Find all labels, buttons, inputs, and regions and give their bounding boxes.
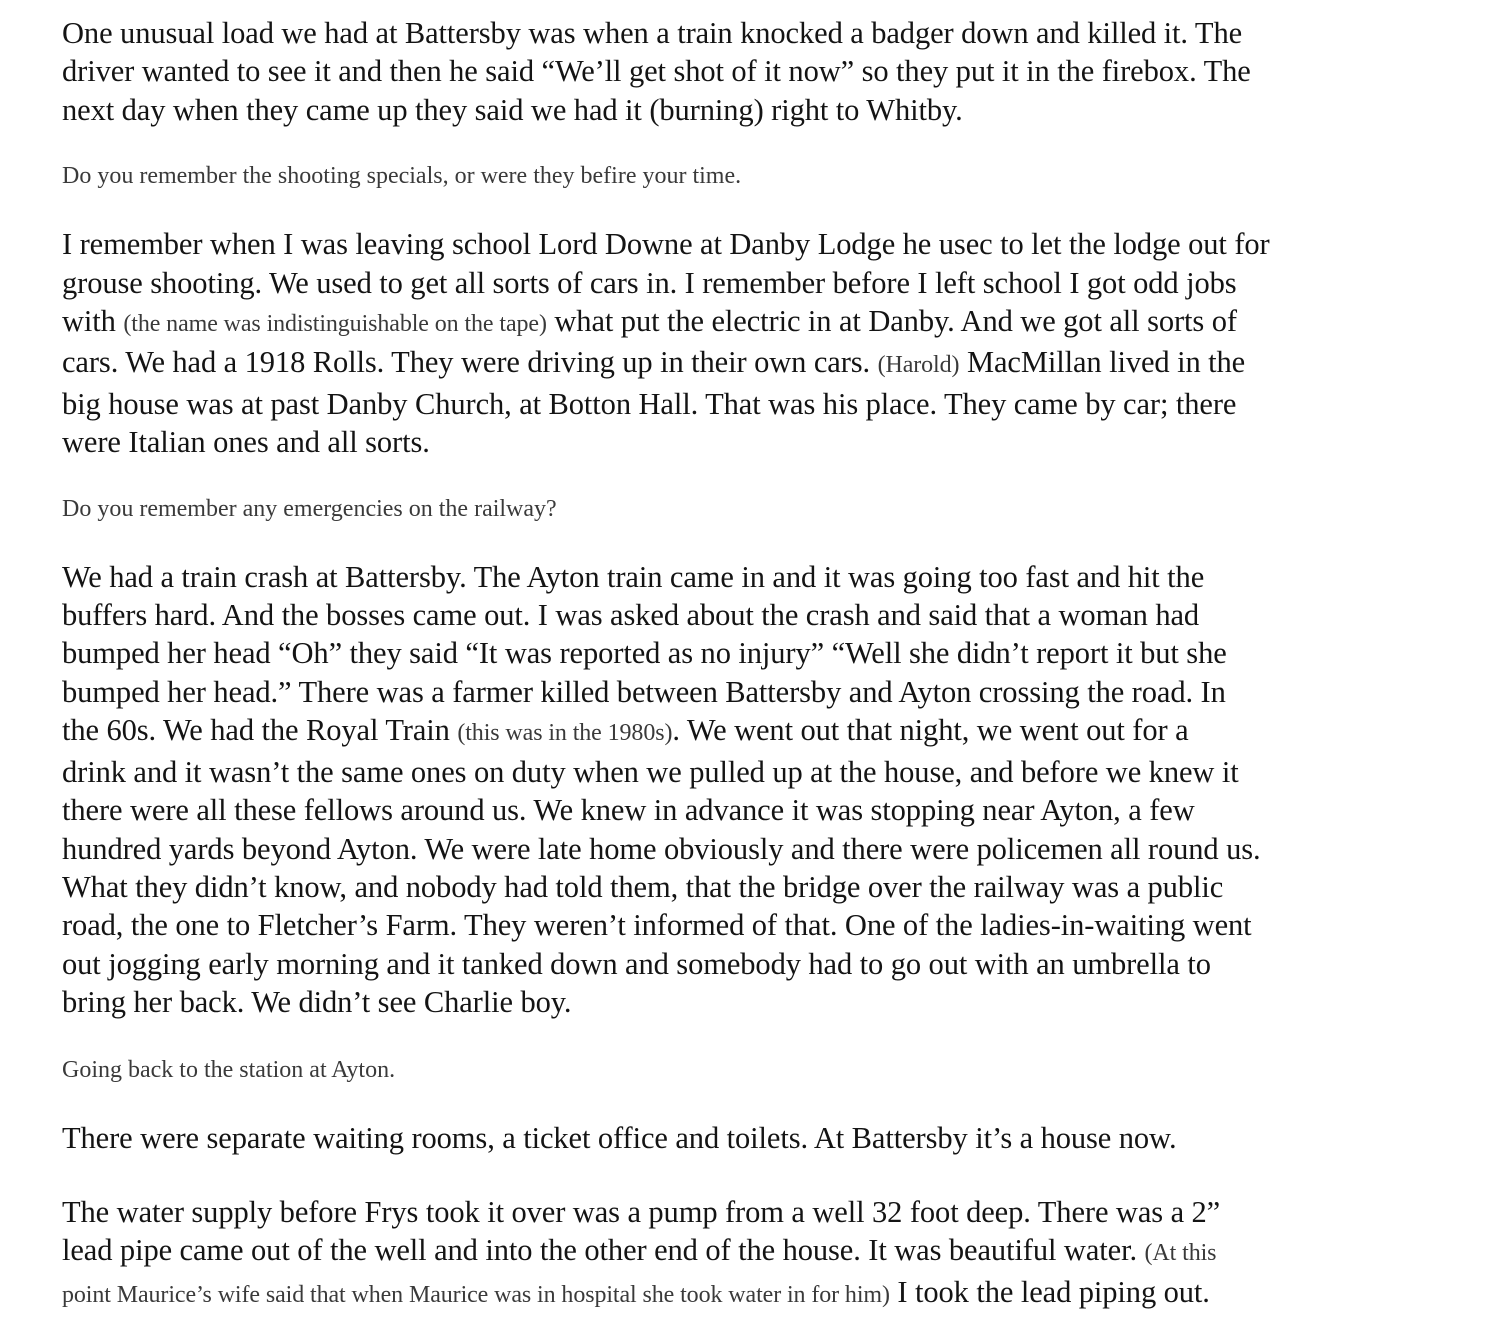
answer-text: We had a train crash at Battersby. The Ayton train came in and it was going too fast and hit the buffers hard. And the bosses came out. I was asked about the crash and said that a woman had bumped her head “Oh” they said “It was reported as no injury” “Well she didn’t report it but she bumped her head.” There was a farmer killed between Battersby and Ayton crossing the road. In the 60s. We had the Royal Train xyxy=(62,559,1227,748)
answer-text: I took the lead piping out. xyxy=(889,1274,1210,1309)
answer-text: what put the electric in at Danby. And we got all sorts of cars. We had a 1918 Rolls. They were driving up in their own cars. xyxy=(62,304,1237,380)
question-shooting-specials: Do you remember the shooting specials, or were they befire your time. xyxy=(62,163,742,190)
answer-text: MacMillan lived in the big house was at past Danby Church, at Botton Hall. That was his place. They came by car; there were Italian ones and all sorts. xyxy=(62,345,1246,460)
interviewer-note: (this was in the 1980s) xyxy=(457,720,673,747)
answer-paragraph-waiting-rooms: There were separate waiting rooms, a ticket office and toilets. At Battersby it’s a house now. xyxy=(62,1120,1177,1155)
answer-text: . We went out that night, we went out for a drink and it wasn’t the same ones on duty when we pulled up at the house, and before we knew it there were all these fellows around us. We knew in advance it was stopping near Ayton, a few hundred yards beyond Ayton. We were late home obviously and there were policemen all round us. What they didn’t know, and nobody had told them, that the bridge over the railway was a public road, the one to Fletcher’s Farm. They weren’t informed of that. One of the ladies-in-waiting went out jogging early morning and it tanked down and somebody had to go out with an umbrella to bring her back. We didn’t see Charlie boy. xyxy=(62,713,1261,1020)
answer-paragraph-shooting xyxy=(62,225,1422,461)
question-ayton-station: Going back to the station at Ayton. xyxy=(62,1056,396,1083)
answer-text: The water supply before Frys took it over was a pump from a well 32 foot deep. There was a 2” lead pipe came out of the well and into the other end of the house. It was beautiful water. xyxy=(62,1194,1221,1268)
interviewer-note: (At this point Maurice’s wife said that when Maurice was in hospital she took water in for him) xyxy=(62,1240,1217,1308)
answer-paragraph-train-crash xyxy=(62,558,1422,1022)
answer-paragraph-water-supply xyxy=(62,1193,1422,1314)
answer-text: I remember when I was leaving school Lord Downe at Danby Lodge he usec to let the lodge out for grouse shooting. We used to get all sorts of cars in. I remember before I left school I got odd jobs with xyxy=(62,227,1270,339)
document-page xyxy=(62,14,1422,1314)
interviewer-note: (Harold) xyxy=(877,352,960,379)
interviewer-note: (the name was indistinguishable on the tape) xyxy=(123,311,547,338)
question-emergencies: Do you remember any emergencies on the railway? xyxy=(62,495,557,522)
answer-paragraph-badger: One unusual load we had at Battersby was when a train knocked a badger down and killed it. The driver wanted to see it and then he said “We’ll get shot of it now” so they put it in the firebox. The next day when they came up they said we had it (burning) right to Whitby. xyxy=(62,16,1251,127)
